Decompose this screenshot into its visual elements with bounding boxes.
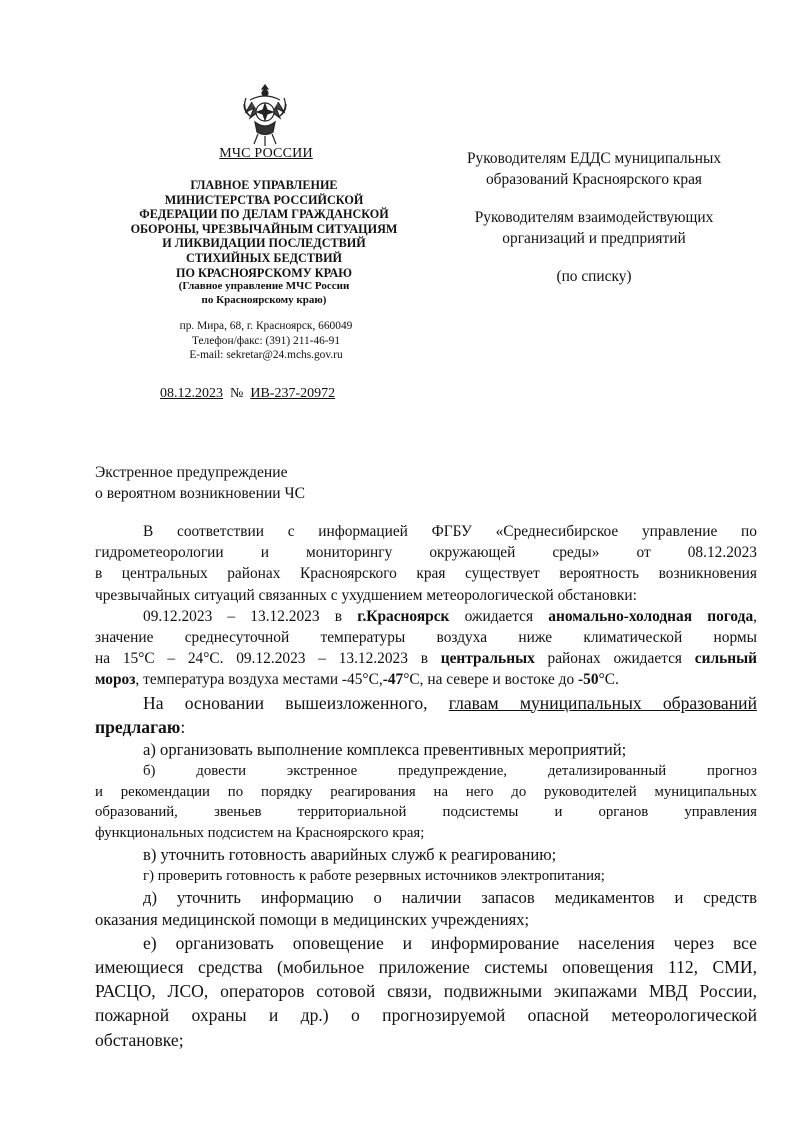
department-line: ОБОРОНЫ, ЧРЕЗВЫЧАЙНЫМ СИТУАЦИЯМ (130, 221, 398, 236)
body-line: 09.12.2023 – 13.12.2023 в г.Красноярск ожидается аномально-холодная погода, (143, 607, 758, 625)
phone: Телефон/факс: (391) 211-46-91 (191, 334, 341, 347)
list-item: б) довести экстренное предупреждение, детализированный прогноз (143, 762, 757, 779)
subject-line: Экстренное предупреждение (95, 464, 288, 481)
body-line: РАСЦО, ЛСО, операторов сотовой связи, подвижными экипажами МВД России, (95, 981, 757, 1002)
list-item: а) организовать выполнение комплекса превентивных мероприятий; (143, 739, 627, 759)
department-name (120, 178, 408, 307)
email: E-mail: sekretar@24.mchs.gov.ru (189, 349, 343, 362)
body-line: гидрометеорологии и мониторингу окружающей среды» от 08.12.2023 (95, 544, 757, 562)
addressee-highlight: главам муниципальных образований (448, 692, 757, 713)
list-item: д) уточнить информацию о наличии запасов медикаментов и средств (143, 887, 757, 907)
registration-line (160, 386, 370, 402)
body-line: чрезвычайных ситуаций связанных с ухудшением метеорологической обстановки: (95, 586, 637, 604)
addressee-list-note: (по списку) (556, 268, 632, 285)
body-line: на 15°С – 24°С. 09.12.2023 – 13.12.2023 в центральных районах ожидается сильный (95, 650, 757, 668)
body-line: В соответствии с информацией ФГБУ «Среднесибирское управление по (143, 523, 757, 540)
body-line: мороз, температура воздуха местами -45°С,-47°С, на севере и востоке до -50°С. (95, 671, 619, 689)
list-item: г) проверить готовность к работе резервных источников электропитания; (143, 868, 605, 885)
subject-line: о вероятном возникновении ЧС (95, 485, 306, 502)
addressee (435, 148, 753, 287)
letter-body (95, 521, 757, 1052)
body-line: и рекомендации по порядку реагирования на него до руководителей муниципальных (95, 783, 757, 800)
department-line: И ЛИКВИДАЦИИ ПОСЛЕДСТВИЙ (162, 236, 366, 251)
body-line: функциональных подсистем на Красноярского края; (95, 825, 425, 842)
department-line: ПО КРАСНОЯРСКОМУ КРАЮ (175, 265, 353, 280)
addressee-line: Руководителям взаимодействующих (474, 209, 714, 226)
addressee-line: Руководителям ЕДДС муниципальных (466, 150, 722, 167)
body-line: предлагаю: (95, 716, 186, 737)
directive-word: предлагаю (95, 716, 181, 737)
body-line: в центральных районах Красноярского края существует вероятность возникновения (95, 565, 757, 583)
department-line: МИНИСТЕРСТВА РОССИЙСКОЙ (164, 192, 364, 207)
body-line: значение среднесуточной температуры воздуха ниже климатической нормы (95, 628, 757, 646)
list-item: в) уточнить готовность аварийных служб к реагированию; (143, 845, 557, 865)
department-short-line: по Красноярскому краю) (201, 293, 327, 306)
document-date: 08.12.2023 (160, 386, 223, 401)
addressee-line: образований Красноярского края (485, 171, 702, 188)
department-line: ФЕДЕРАЦИИ ПО ДЕЛАМ ГРАЖДАНСКОЙ (139, 207, 389, 222)
body-line: образований, звеньев территориальной подсистемы и органов управления (95, 804, 757, 821)
weather-phenomenon: аномально-холодная погода (548, 607, 754, 625)
list-item: е) организовать оповещение и информирование населения через все (143, 932, 757, 953)
address: пр. Мира, 68, г. Красноярск, 660049 (179, 320, 353, 332)
subject (95, 462, 305, 504)
contacts (150, 319, 382, 363)
org-name: МЧС РОССИИ (219, 146, 313, 161)
number-sign: № (230, 386, 244, 401)
document-number: ИВ-237-20972 (250, 386, 336, 401)
body-line: пожарной охраны и др.) о прогнозируемой опасной метеорологической (95, 1005, 757, 1026)
city-name: г.Красноярск (357, 607, 450, 625)
mchs-emblem-icon (240, 82, 290, 148)
addressee-line: организаций и предприятий (502, 230, 686, 247)
body-line: На основании вышеизложенного, главам муниципальных образований (143, 692, 757, 713)
department-short-line: (Главное управление МЧС России (178, 280, 350, 293)
department-line: СТИХИЙНЫХ БЕДСТВИЙ (185, 250, 343, 265)
body-line: оказания медицинской помощи в медицинских учреждениях; (95, 909, 530, 929)
department-line: ГЛАВНОЕ УПРАВЛЕНИЕ (190, 178, 338, 192)
body-line: имеющиеся средства (мобильное приложение системы оповещения 112, СМИ, (95, 957, 757, 978)
body-line: обстановке; (95, 1029, 184, 1050)
